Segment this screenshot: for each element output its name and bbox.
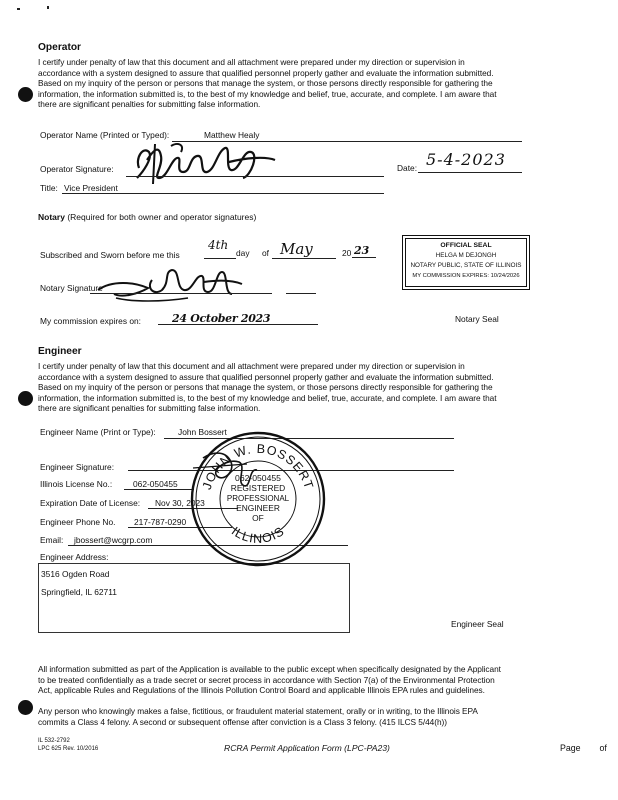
penalty-notice: Any person who knowingly makes a false, fictitious, or fraudulent material statement, orally or in writing, to the Illinois EPA commits a Class 4 felony. A second or subsequent offense after conviction is a Class 3 felony. (415 ILCS 5/44(h)) bbox=[38, 706, 478, 727]
engineer-seal-label: Engineer Seal bbox=[451, 619, 504, 629]
notary-signature-line-tail bbox=[286, 293, 316, 294]
operator-title-label: Title: bbox=[40, 183, 58, 193]
notary-heading-row bbox=[38, 212, 256, 222]
operator-signature bbox=[125, 138, 285, 186]
engineer-seal-bottom-text: ILLINOIS bbox=[228, 523, 288, 546]
scan-speck bbox=[17, 8, 20, 10]
engineer-phone-value: 217-787-0290 bbox=[134, 517, 187, 527]
notary-sworn-label: Subscribed and Sworn before me this bbox=[40, 250, 180, 260]
operator-date-label: Date: bbox=[397, 163, 418, 173]
engineer-address-line1: 3516 Ogden Road bbox=[41, 569, 110, 579]
notary-year-prefix: 20 bbox=[342, 248, 352, 258]
notary-seal-name: HELGA M DEJONGH bbox=[435, 252, 497, 259]
notary-signature bbox=[92, 264, 252, 306]
engineer-seal-mid1: REGISTERED bbox=[230, 483, 286, 493]
punch-hole bbox=[18, 700, 33, 715]
operator-certification: I certify under penalty of law that this document and all attachment were prepared under my direction or supervision in accordance with a system designed to assure that qualified personnel properly gather and evaluate the information submitted. Based on my inquiry of the person or persons that manage the system, or those persons directly responsible for gathering the information, the information submitted is, to the best of my knowledge and belief, true, accurate, and complete. I am aware that there are significant penalties for submitting false information. bbox=[38, 57, 497, 110]
engineer-expiration-value: Nov 30, 2023 bbox=[155, 498, 205, 508]
notary-signature-line bbox=[90, 293, 272, 294]
notary-month-value: May bbox=[280, 240, 313, 258]
punch-hole bbox=[18, 87, 33, 102]
engineer-expiration-label: Expiration Date of License: bbox=[40, 498, 141, 508]
notary-signature-label: Notary Signature bbox=[40, 283, 103, 293]
engineer-seal-mid2: PROFESSIONAL bbox=[226, 494, 290, 503]
notary-official-seal-inner bbox=[405, 238, 527, 287]
engineer-signature-label: Engineer Signature: bbox=[40, 462, 115, 472]
public-notice: All information submitted as part of the Application is available to the public except when specifically designated by the Applicant to be treated confidentially as a trade secret or secret process in accordance with Section 7(a) of the Environmental Protection Act, applicable Rules and Regulations of the Illinois Pollution Control Board and applicable Illinois EPA rules and guidelines. bbox=[38, 664, 501, 696]
engineer-license-value: 062-050455 bbox=[133, 479, 178, 489]
engineer-license-line bbox=[124, 489, 194, 490]
engineer-heading: Engineer bbox=[38, 346, 82, 357]
form-id-2: LPC 625 Rev. 10/2016 bbox=[38, 746, 99, 752]
notary-year-value: 23 bbox=[354, 244, 370, 257]
page-label: Page bbox=[560, 743, 581, 753]
notary-of-label: of bbox=[262, 248, 269, 258]
notary-commission-value: 24 October 2023 bbox=[172, 312, 271, 325]
notary-seal-title: OFFICIAL SEAL bbox=[440, 242, 492, 249]
operator-signature-line bbox=[126, 176, 384, 177]
scan-speck bbox=[47, 6, 49, 9]
form-title: RCRA Permit Application Form (LPC-PA23) bbox=[224, 743, 390, 753]
notary-year-line bbox=[352, 257, 376, 258]
form-id bbox=[38, 737, 98, 753]
engineer-name-value: John Bossert bbox=[178, 427, 227, 437]
punch-hole bbox=[18, 391, 33, 406]
notary-commission-label: My commission expires on: bbox=[40, 316, 141, 326]
notary-official-seal bbox=[402, 235, 530, 290]
page-of-label: of bbox=[599, 743, 607, 753]
engineer-seal bbox=[187, 428, 329, 570]
engineer-seal-top-text: JOHN W. BOSSERT bbox=[199, 441, 317, 492]
operator-title-value: Vice President bbox=[64, 183, 118, 193]
engineer-phone-label: Engineer Phone No. bbox=[40, 517, 116, 527]
operator-signature-label: Operator Signature: bbox=[40, 164, 114, 174]
notary-day-line bbox=[204, 258, 236, 259]
engineer-address-label: Engineer Address: bbox=[40, 552, 109, 562]
engineer-certification: I certify under penalty of law that this document and all attachment were prepared under my direction or supervision in accordance with a system designed to assure that qualified personnel properly gather and evaluate the information submitted. Based on my inquiry of the person or persons that manage the system, or those persons directly responsible for gathering the information, the information submitted is, to the best of my knowledge and belief, true, accurate, and complete. I am aware that there are significant penalties for submitting false information. bbox=[38, 361, 497, 414]
operator-date-line bbox=[418, 172, 522, 173]
engineer-seal-number: 062-050455 bbox=[235, 473, 281, 483]
engineer-seal-mid4: OF bbox=[252, 513, 264, 523]
engineer-email-label: Email: bbox=[40, 535, 64, 545]
notary-seal-line2: MY COMMISSION EXPIRES: 10/24/2026 bbox=[412, 273, 520, 279]
notary-day-label: day bbox=[236, 248, 250, 258]
engineer-address-box bbox=[38, 563, 350, 633]
engineer-seal-mid3: ENGINEER bbox=[236, 503, 280, 513]
notary-heading-note: (Required for both owner and operator signatures) bbox=[67, 212, 257, 222]
notary-seal-label: Notary Seal bbox=[455, 314, 499, 324]
operator-name-label: Operator Name (Printed or Typed): bbox=[40, 130, 170, 140]
operator-heading: Operator bbox=[38, 42, 82, 53]
page-number bbox=[560, 743, 607, 753]
engineer-license-label: Illinois License No.: bbox=[40, 479, 113, 489]
notary-commission-line bbox=[158, 324, 318, 325]
form-id-1: IL 532-2792 bbox=[38, 738, 70, 744]
engineer-email-value: jbossert@wcgrp.com bbox=[74, 535, 153, 545]
notary-day-value: 4th bbox=[208, 238, 229, 252]
notary-seal-line1: NOTARY PUBLIC, STATE OF ILLINOIS bbox=[410, 262, 522, 269]
engineer-name-label: Engineer Name (Print or Type): bbox=[40, 427, 156, 437]
notary-heading: Notary bbox=[38, 212, 65, 222]
notary-month-line bbox=[272, 258, 336, 259]
operator-name-value: Matthew Healy bbox=[204, 130, 260, 140]
operator-title-line bbox=[62, 193, 384, 194]
operator-date-value: 5-4-2023 bbox=[426, 150, 506, 169]
engineer-address-line2: Springfield, IL 62711 bbox=[41, 587, 117, 597]
